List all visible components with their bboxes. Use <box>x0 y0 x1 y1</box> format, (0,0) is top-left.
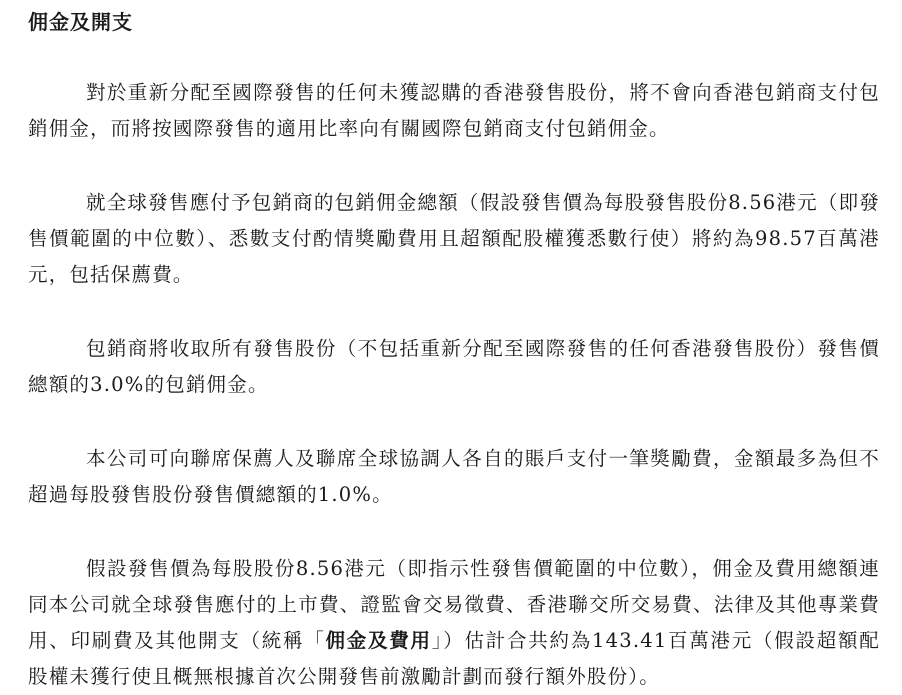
paragraph-text-before-term: 假設發售價為每股股份8.56港元（即指示性發售價範圍的中位數），佣金及費用總額連同本公司就全球發售應付的上市費、證監會交易徵費、香港聯交所交易費、法律及其他專業費用、印刷費及其他開支（統稱「 <box>28 557 880 652</box>
paragraph-total-commissions-and-fees <box>28 551 880 695</box>
section-heading: 佣金及開支 <box>28 10 133 34</box>
paragraph-total-underwriting-commission: 就全球發售應付予包銷商的包銷佣金總額（假設發售價為每股發售股份8.56港元（即發售價範圍的中位數）、悉數支付酌情獎勵費用且超額配股權獲悉數行使）將約為98.57百萬港元，包括保薦費。 <box>28 191 880 286</box>
paragraph-incentive-fee: 本公司可向聯席保薦人及聯席全球協調人各自的賬戶支付一筆獎勵費，金額最多為但不超過每股發售股份發售價總額的1.0%。 <box>28 447 880 506</box>
paragraph-underwriting-commission-rate: 包銷商將收取所有發售股份（不包括重新分配至國際發售的任何香港發售股份）發售價總額的3.0%的包銷佣金。 <box>28 337 880 396</box>
paragraph-unsubscribed-reallocation: 對於重新分配至國際發售的任何未獲認購的香港發售股份，將不會向香港包銷商支付包銷佣金，而將按國際發售的適用比率向有關國際包銷商支付包銷佣金。 <box>28 81 880 140</box>
defined-term: 佣金及費用 <box>325 629 432 652</box>
paragraph-text-after-term: 」）估計合共約為143.41百萬港元（假設超額配股權未獲行使且概無根據首次公開發售前激勵計劃而發行額外股份）。 <box>28 629 880 688</box>
